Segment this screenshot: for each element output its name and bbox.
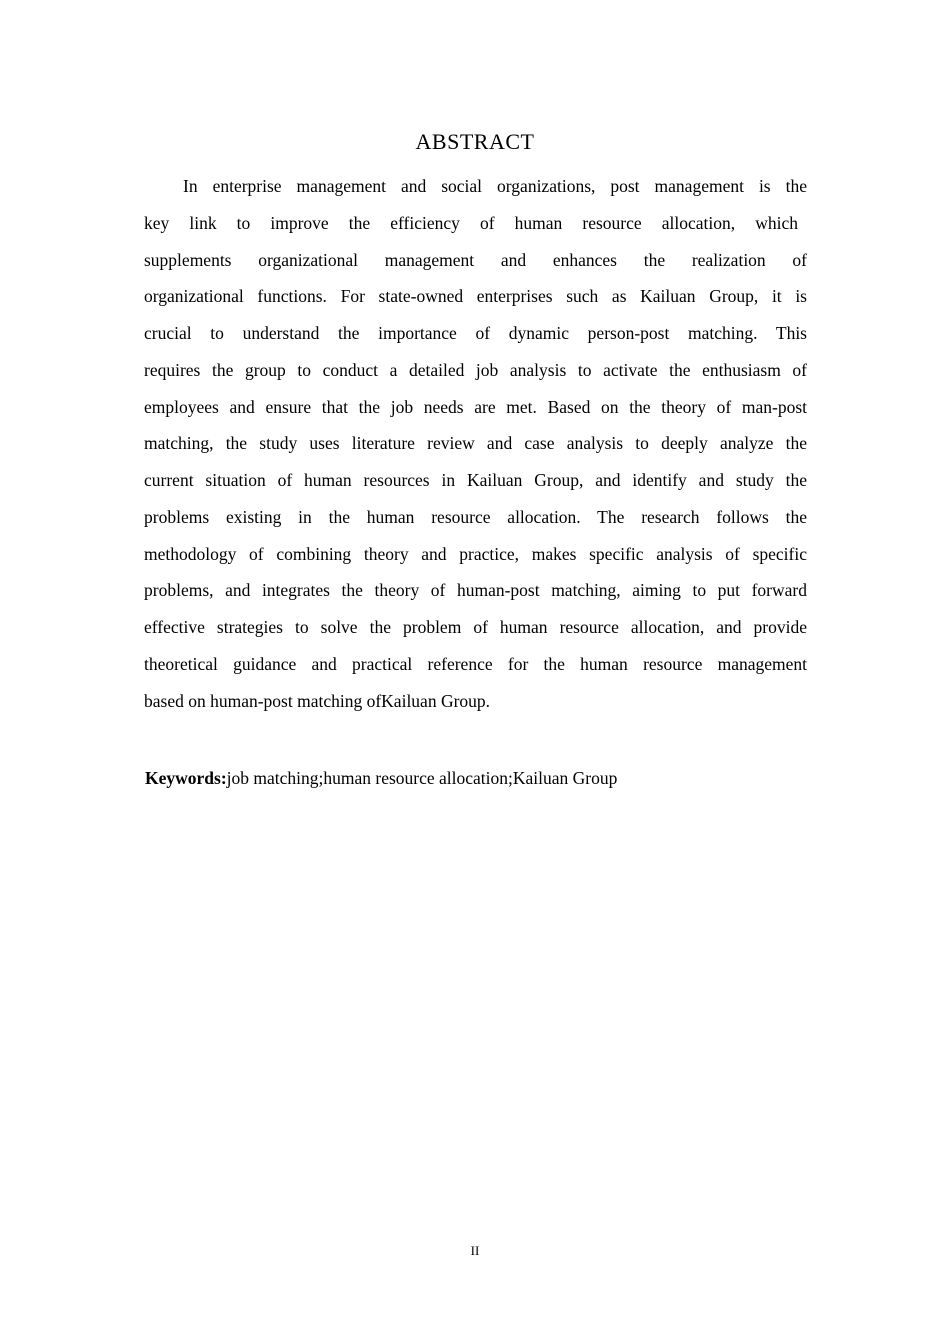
abstract-title: ABSTRACT — [415, 129, 535, 154]
abstract-line: employees and ensure that the job needs are met. Based on the theory of man-post — [144, 396, 807, 417]
abstract-line: current situation of human resources in Kailuan Group, and identify and study the — [144, 470, 807, 490]
keywords — [145, 765, 617, 791]
abstract-line: methodology of combining theory and practice, makes specific analysis of specific — [144, 543, 807, 564]
abstract-body — [144, 168, 807, 719]
abstract-line: supplements organizational management and enhances the realization of — [144, 249, 807, 270]
keywords-label: Keywords: — [145, 768, 227, 788]
keywords-value: job matching;human resource allocation;Kailuan Group — [226, 768, 618, 788]
abstract-line: requires the group to conduct a detailed job analysis to activate the enthusiasm of — [144, 359, 807, 380]
abstract-line: theoretical guidance and practical reference for the human resource management — [144, 653, 807, 674]
abstract-line: problems, and integrates the theory of human-post matching, aiming to put forward — [144, 580, 807, 601]
abstract-line: crucial to understand the importance of dynamic person-post matching. This — [144, 323, 807, 343]
abstract-line: key link to improve the efficiency of human resource allocation, which — [144, 212, 798, 233]
abstract-line: effective strategies to solve the problem of human resource allocation, and provide — [144, 617, 807, 637]
abstract-line: problems existing in the human resource allocation. The research follows the — [144, 506, 807, 527]
abstract-line: based on human-post matching ofKailuan Group. — [144, 690, 491, 711]
page-number: II — [470, 1243, 480, 1258]
abstract-line: In enterprise management and social organizations, post management is the — [183, 176, 807, 196]
abstract-line: matching, the study uses literature review and case analysis to deeply analyze the — [144, 433, 807, 454]
abstract-line: organizational functions. For state-owned enterprises such as Kailuan Group, it is — [144, 286, 807, 307]
